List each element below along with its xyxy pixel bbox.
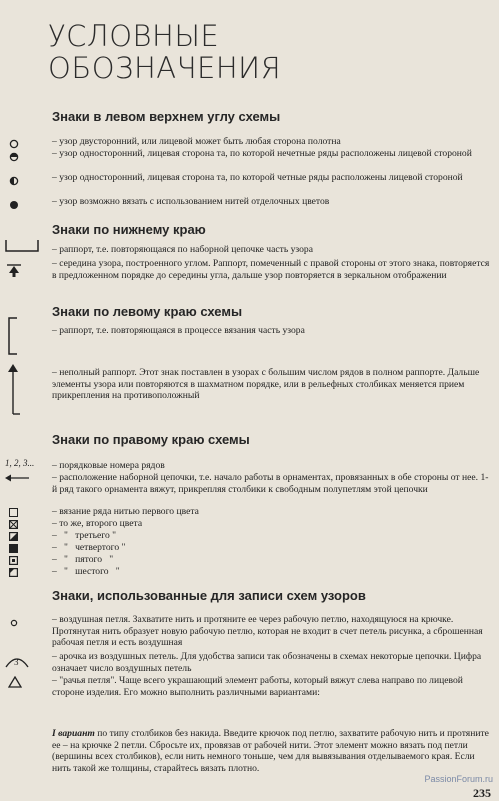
item-color-6: – " шестого "	[52, 566, 120, 577]
item-center: – середина узора, построенного углом. Раппорт, помеченный с правой стороны от этого знака, повторяется в предложенном порядке до середины угла, дальше узор повторяется в зеркальном отображении	[52, 258, 490, 281]
heading-left-edge: Знаки по левому краю схемы	[52, 304, 243, 319]
half-circle-side-icon	[9, 176, 19, 186]
page-title	[48, 20, 281, 84]
item-arch: – арочка из воздушных петель. Для удобства записи так обозначены в схемах некоторые цепочки. Цифра означает число воздушных петель	[52, 651, 482, 674]
variant-text: по типу столбиков без накида. Введите крючок под петлю, захватите рабочую нить и протяните ее – на крючке 2 петли. Сбросьте их, провязав от рабочей нити. Этот элемент можно вязать под петли (вершины всех столбиков), если нить немного тоньше, чем для вывязывания отделываемого края. Если нить такой же толщины, старайтесь вязать плотно.	[52, 728, 489, 774]
variant-paragraph	[52, 728, 490, 774]
item-color-5: – " пятого "	[52, 554, 114, 565]
heading-bottom-edge: Знаки по нижнему краю	[52, 222, 206, 237]
square-half-icon	[9, 532, 18, 541]
row-numbers-label: 1, 2, 3...	[5, 458, 35, 468]
item-crab-stitch: – "рачья петля". Чаще всего украшающий элемент работы, который вяжут слева направо по лицевой стороне изделия. Его можно выполнить различными вариантами:	[52, 675, 463, 698]
square-filled-icon	[9, 544, 18, 553]
watermark: PassionForum.ru	[424, 774, 493, 784]
item-color-1: – вязание ряда нитью первого цвета	[52, 506, 199, 517]
center-arrow-icon	[6, 262, 22, 278]
filled-circle-icon	[9, 200, 19, 210]
square-cross-icon	[9, 520, 18, 529]
square-dot-icon	[9, 556, 18, 565]
chain-stitch-icon	[10, 619, 18, 627]
triangle-icon	[8, 676, 22, 688]
item-row-numbers: – порядковые номера рядов	[52, 460, 165, 471]
arch-icon	[4, 654, 30, 670]
item-chain-start: – расположение наборной цепочки, т.е. начало работы в орнаментах, провязанных в обе стороны от нее. 1-й ряд такого орнамента вяжут, прикрепляя столбики к свободным полупетлям этой цепочки	[52, 472, 489, 495]
item-colors: – узор возможно вязать с использованием нитей отделочных цветов	[52, 196, 330, 207]
item-partial-rapport: – неполный раппорт. Этот знак поставлен в узорах с большим числом рядов в полном раппорте. Дальше элементы узора или повторяются в шахматном порядке, или в рельефных столбиках меняется прием прикрепления на противоположный	[52, 367, 480, 402]
item-rapport-bottom: – раппорт, т.е. повторяющаяся по наборной цепочке часть узора	[52, 244, 313, 255]
half-circle-top-icon	[9, 152, 19, 162]
item-odd-rows: – узор односторонний, лицевая сторона та, по которой нечетные ряды расположены лицевой стороной	[52, 148, 472, 159]
variant-label: I вариант	[52, 728, 95, 739]
square-empty-icon	[9, 508, 18, 517]
partial-rapport-arrow-icon	[5, 362, 21, 416]
circle-outline-icon	[9, 139, 19, 149]
arch-number: 3	[14, 657, 19, 667]
item-rapport-left: – раппорт, т.е. повторяющаяся в процессе вязания часть узора	[52, 325, 305, 336]
title-line-1: УСЛОВНЫЕ	[48, 19, 220, 53]
item-even-rows: – узор односторонний, лицевая сторона та, по которой четные ряды расположены лицевой стороной	[52, 172, 463, 183]
heading-records: Знаки, использованные для записи схем узоров	[52, 588, 366, 603]
item-two-sided: – узор двусторонний, или лицевой может быть любая сторона полотна	[52, 136, 341, 147]
left-arrow-icon	[4, 473, 30, 483]
title-line-2: ОБОЗНАЧЕНИЯ	[48, 51, 282, 85]
square-corner-icon	[9, 568, 18, 577]
page-number: 235	[473, 786, 491, 800]
item-chain-stitch: – воздушная петля. Захватите нить и протяните ее через рабочую петлю, находящуюся на крючке. Протянутая нить образует новую рабочую петлю, которая не входит в счет петель рисунка, а сброшенная рабочая петля и есть воздушная	[52, 614, 483, 649]
item-color-3: – " третьего "	[52, 530, 117, 541]
heading-right-edge: Знаки по правому краю схемы	[52, 432, 250, 447]
heading-top-left: Знаки в левом верхнем углу схемы	[52, 109, 281, 124]
item-color-4: – " четвертого "	[52, 542, 126, 553]
rapport-bracket-bottom-icon	[4, 238, 40, 256]
rapport-bracket-left-icon	[6, 316, 20, 356]
item-color-2: – то же, второго цвета	[52, 518, 143, 529]
